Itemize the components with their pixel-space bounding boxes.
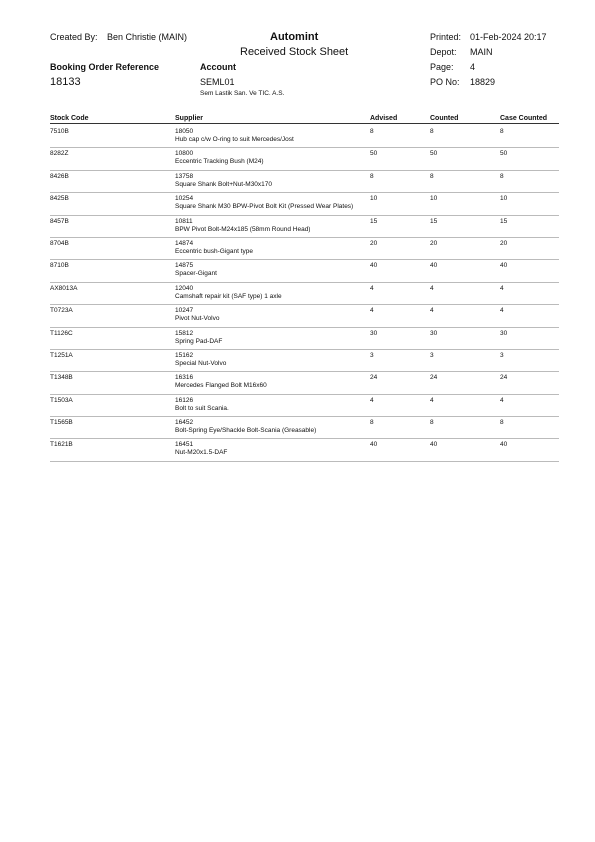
advised-cell: 40 bbox=[370, 262, 378, 270]
description-cell: Square Shank Bolt+Nut-M30x170 bbox=[175, 180, 273, 188]
description-cell: Nut-M20x1.5-DAF bbox=[175, 449, 228, 457]
supplier-cell: 16452 bbox=[175, 419, 194, 427]
description-cell: Square Shank M30 BPW-Pivot Bolt Kit (Pressed Wear Plates) bbox=[175, 203, 354, 211]
supplier-cell: 12040 bbox=[175, 284, 194, 292]
advised-cell: 8 bbox=[370, 419, 374, 427]
counted-cell: 8 bbox=[430, 419, 434, 427]
page-label: Page: bbox=[430, 62, 454, 72]
advised-cell: 10 bbox=[370, 195, 378, 203]
depot-label: Depot: bbox=[430, 47, 457, 57]
advised-cell: 3 bbox=[370, 351, 374, 359]
advised-cell: 4 bbox=[370, 307, 374, 315]
advised-cell: 15 bbox=[370, 217, 378, 225]
description-cell: BPW Pivot Bolt-M24x185 (58mm Round Head) bbox=[175, 225, 311, 233]
counted-cell: 15 bbox=[430, 217, 438, 225]
printed-label: Printed: bbox=[430, 32, 462, 42]
description-cell: Eccentric Tracking Bush (M24) bbox=[175, 158, 264, 166]
counted-cell: 50 bbox=[430, 150, 438, 158]
header-rule bbox=[50, 123, 559, 124]
supplier-cell: 15812 bbox=[175, 329, 194, 337]
stock-code-cell: T1565B bbox=[50, 419, 73, 427]
table-row bbox=[50, 216, 559, 238]
case-counted-cell: 50 bbox=[500, 150, 508, 158]
description-cell: Pivot Nut-Volvo bbox=[175, 315, 220, 323]
stock-code-cell: T1348B bbox=[50, 374, 73, 382]
stock-table bbox=[50, 126, 559, 462]
counted-cell: 4 bbox=[430, 396, 434, 404]
description-cell: Bolt to suit Scania. bbox=[175, 404, 229, 412]
col-supplier: Supplier bbox=[175, 115, 204, 122]
advised-cell: 50 bbox=[370, 150, 378, 158]
table-row bbox=[50, 193, 559, 215]
stock-code-cell: 8425B bbox=[50, 195, 69, 203]
company-name: Automint bbox=[270, 31, 319, 43]
booking-order-number: 18133 bbox=[50, 76, 81, 88]
advised-cell: 24 bbox=[370, 374, 378, 382]
stock-code-cell: 8426B bbox=[50, 172, 69, 180]
supplier-cell: 18050 bbox=[175, 128, 194, 135]
col-advised: Advised bbox=[370, 115, 398, 122]
printed-value: 01-Feb-2024 20:17 bbox=[470, 32, 547, 42]
stock-code-cell: T1621B bbox=[50, 441, 73, 449]
created-by-value: Ben Christie (MAIN) bbox=[107, 32, 188, 42]
stock-code-cell: T1126C bbox=[50, 329, 73, 337]
table-row bbox=[50, 439, 559, 461]
po-number: 18829 bbox=[470, 77, 496, 87]
supplier-cell: 14874 bbox=[175, 239, 194, 247]
stock-code-cell: 8457B bbox=[50, 217, 69, 225]
table-row bbox=[50, 372, 559, 394]
counted-cell: 20 bbox=[430, 239, 438, 247]
booking-order-label: Booking Order Reference bbox=[50, 62, 160, 72]
case-counted-cell: 20 bbox=[500, 239, 508, 247]
advised-cell: 4 bbox=[370, 396, 374, 404]
table-row bbox=[50, 417, 559, 439]
depot-value: MAIN bbox=[470, 47, 493, 57]
case-counted-cell: 4 bbox=[500, 307, 504, 315]
table-row bbox=[50, 283, 559, 305]
advised-cell: 8 bbox=[370, 128, 374, 135]
table-row bbox=[50, 171, 559, 193]
case-counted-cell: 40 bbox=[500, 262, 508, 270]
counted-cell: 10 bbox=[430, 195, 438, 203]
account-code: SEML01 bbox=[200, 77, 235, 87]
supplier-cell: 10247 bbox=[175, 307, 194, 315]
table-row bbox=[50, 238, 559, 260]
supplier-cell: 14875 bbox=[175, 262, 194, 270]
counted-cell: 8 bbox=[430, 128, 434, 135]
stock-code-cell: 8282Z bbox=[50, 150, 69, 158]
stock-code-cell: AX8013A bbox=[50, 284, 78, 292]
table-row bbox=[50, 260, 559, 282]
table-row bbox=[50, 328, 559, 350]
case-counted-cell: 10 bbox=[500, 195, 508, 203]
supplier-cell: 16451 bbox=[175, 441, 194, 449]
supplier-cell: 16316 bbox=[175, 374, 194, 382]
case-counted-cell: 8 bbox=[500, 419, 504, 427]
description-cell: Camshaft repair kit (SAF type) 1 axle bbox=[175, 292, 282, 300]
description-cell: Eccentric bush-Gigant type bbox=[175, 247, 254, 255]
case-counted-cell: 3 bbox=[500, 351, 504, 359]
table-row bbox=[50, 148, 559, 170]
table-row bbox=[50, 126, 559, 148]
counted-cell: 4 bbox=[430, 284, 434, 292]
col-counted: Counted bbox=[430, 115, 459, 122]
advised-cell: 40 bbox=[370, 441, 378, 449]
account-label: Account bbox=[200, 62, 236, 72]
case-counted-cell: 8 bbox=[500, 128, 504, 135]
stock-code-cell: 7510B bbox=[50, 128, 69, 135]
counted-cell: 30 bbox=[430, 329, 438, 337]
advised-cell: 20 bbox=[370, 239, 378, 247]
case-counted-cell: 40 bbox=[500, 441, 508, 449]
description-cell: Special Nut-Volvo bbox=[175, 359, 227, 367]
table-row bbox=[50, 395, 559, 417]
description-cell: Bolt-Spring Eye/Shackle Bolt-Scania (Greasable) bbox=[175, 427, 317, 435]
case-counted-cell: 4 bbox=[500, 396, 504, 404]
counted-cell: 3 bbox=[430, 351, 434, 359]
case-counted-cell: 8 bbox=[500, 172, 504, 180]
account-name: Sem Lastik San. Ve TIC. A.S. bbox=[200, 90, 285, 97]
supplier-cell: 15162 bbox=[175, 351, 194, 359]
po-label: PO No: bbox=[430, 77, 460, 87]
description-cell: Mercedes Flanged Bolt M16x60 bbox=[175, 382, 267, 390]
stock-code-cell: T1503A bbox=[50, 396, 73, 404]
counted-cell: 8 bbox=[430, 172, 434, 180]
supplier-cell: 10811 bbox=[175, 217, 193, 225]
stock-code-cell: T0723A bbox=[50, 307, 73, 315]
description-cell: Hub cap c/w O-ring to suit Mercedes/Jost bbox=[175, 136, 294, 143]
case-counted-cell: 30 bbox=[500, 329, 508, 337]
supplier-cell: 10254 bbox=[175, 195, 194, 203]
advised-cell: 30 bbox=[370, 329, 378, 337]
col-stock-code: Stock Code bbox=[50, 115, 89, 122]
stock-code-cell: 8704B bbox=[50, 239, 69, 247]
counted-cell: 24 bbox=[430, 374, 438, 382]
stock-code-cell: T1251A bbox=[50, 351, 73, 359]
table-row bbox=[50, 350, 559, 372]
supplier-cell: 16126 bbox=[175, 396, 194, 404]
case-counted-cell: 4 bbox=[500, 284, 504, 292]
sheet-title: Received Stock Sheet bbox=[240, 46, 349, 58]
description-cell: Spring Pad-DAF bbox=[175, 337, 223, 345]
counted-cell: 4 bbox=[430, 307, 434, 315]
case-counted-cell: 24 bbox=[500, 374, 508, 382]
counted-cell: 40 bbox=[430, 441, 438, 449]
col-case-counted: Case Counted bbox=[500, 115, 548, 122]
supplier-cell: 13758 bbox=[175, 172, 194, 180]
supplier-cell: 10800 bbox=[175, 150, 194, 158]
page-number: 4 bbox=[470, 62, 476, 72]
case-counted-cell: 15 bbox=[500, 217, 508, 225]
advised-cell: 4 bbox=[370, 284, 374, 292]
counted-cell: 40 bbox=[430, 262, 438, 270]
created-by-label: Created By: bbox=[50, 32, 98, 42]
stock-code-cell: 8710B bbox=[50, 262, 69, 270]
table-row bbox=[50, 305, 559, 327]
advised-cell: 8 bbox=[370, 172, 374, 180]
description-cell: Spacer-Gigant bbox=[175, 270, 217, 278]
